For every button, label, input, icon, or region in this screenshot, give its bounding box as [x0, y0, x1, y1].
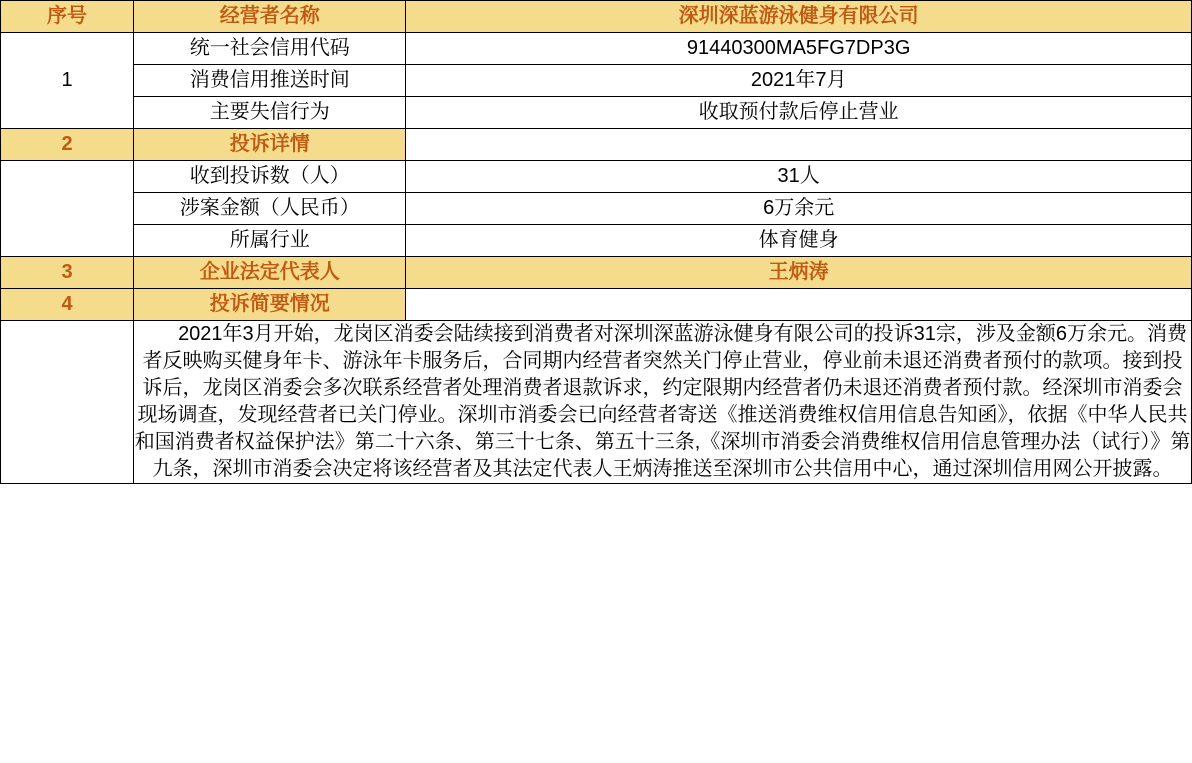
spacer-cell-complaint [1, 161, 134, 257]
section-row-complaint-details [1, 129, 1192, 161]
value-main-misconduct: 收取预付款后停止营业 [406, 97, 1192, 129]
value-amount-involved: 6万余元 [406, 193, 1192, 225]
table-row [1, 225, 1192, 257]
section-row-complaint-summary [1, 289, 1192, 321]
table-row [1, 97, 1192, 129]
table-row [1, 161, 1192, 193]
table-header-row [1, 1, 1192, 33]
section-label-complaint-details: 投诉详情 [134, 129, 406, 161]
label-main-misconduct: 主要失信行为 [134, 97, 406, 129]
section-label-complaint-summary: 投诉简要情况 [134, 289, 406, 321]
label-amount-involved: 涉案金额（人民币） [134, 193, 406, 225]
label-push-time: 消费信用推送时间 [134, 65, 406, 97]
label-industry: 所属行业 [134, 225, 406, 257]
value-push-time: 2021年7月 [406, 65, 1192, 97]
table-row [1, 65, 1192, 97]
section-row-legal-representative [1, 257, 1192, 289]
row-number-3: 3 [1, 257, 134, 289]
section-label-legal-representative: 企业法定代表人 [134, 257, 406, 289]
section-value-complaint-details [406, 129, 1192, 161]
value-complaint-count: 31人 [406, 161, 1192, 193]
header-cell-business-name-value: 深圳深蓝游泳健身有限公司 [406, 1, 1192, 33]
value-industry: 体育健身 [406, 225, 1192, 257]
header-cell-business-name-label: 经营者名称 [134, 1, 406, 33]
row-number-2: 2 [1, 129, 134, 161]
row-number-4: 4 [1, 289, 134, 321]
section-value-legal-representative: 王炳涛 [406, 257, 1192, 289]
row-number-1: 1 [1, 33, 134, 129]
label-complaint-count: 收到投诉数（人） [134, 161, 406, 193]
narrative-text-cell [134, 321, 1192, 484]
narrative-spacer-cell [1, 321, 134, 484]
header-cell-index: 序号 [1, 1, 134, 33]
narrative-paragraph: 2021年3月开始，龙岗区消委会陆续接到消费者对深圳深蓝游泳健身有限公司的投诉31宗，涉及金额6万余元。消费者反映购买健身年卡、游泳年卡服务后，合同期内经营者突然关门停止营业，停业前未退还消费者预付的款项。接到投诉后，龙岗区消委会多次联系经营者处理消费者退款诉求，约定限期内经营者仍未退还消费者预付款。经深圳市消委会现场调查，发现经营者已关门停业。深圳市消委会已向经营者寄送《推送消费维权信用信息告知函》，依据《中华人民共和国消费者权益保护法》第二十六条、第三十七条、第五十三条,《深圳市消委会消费维权信用信息管理办法（试行）》第九条，深圳市消委会决定将该经营者及其法定代表人王炳涛推送至深圳市公共信用中心，通过深圳信用网公开披露。 [134, 323, 1191, 480]
table-row [1, 193, 1192, 225]
section-value-complaint-summary [406, 289, 1192, 321]
label-credit-code: 统一社会信用代码 [134, 33, 406, 65]
table-row [1, 33, 1192, 65]
value-credit-code: 91440300MA5FG7DP3G [406, 33, 1192, 65]
narrative-row [1, 321, 1192, 484]
